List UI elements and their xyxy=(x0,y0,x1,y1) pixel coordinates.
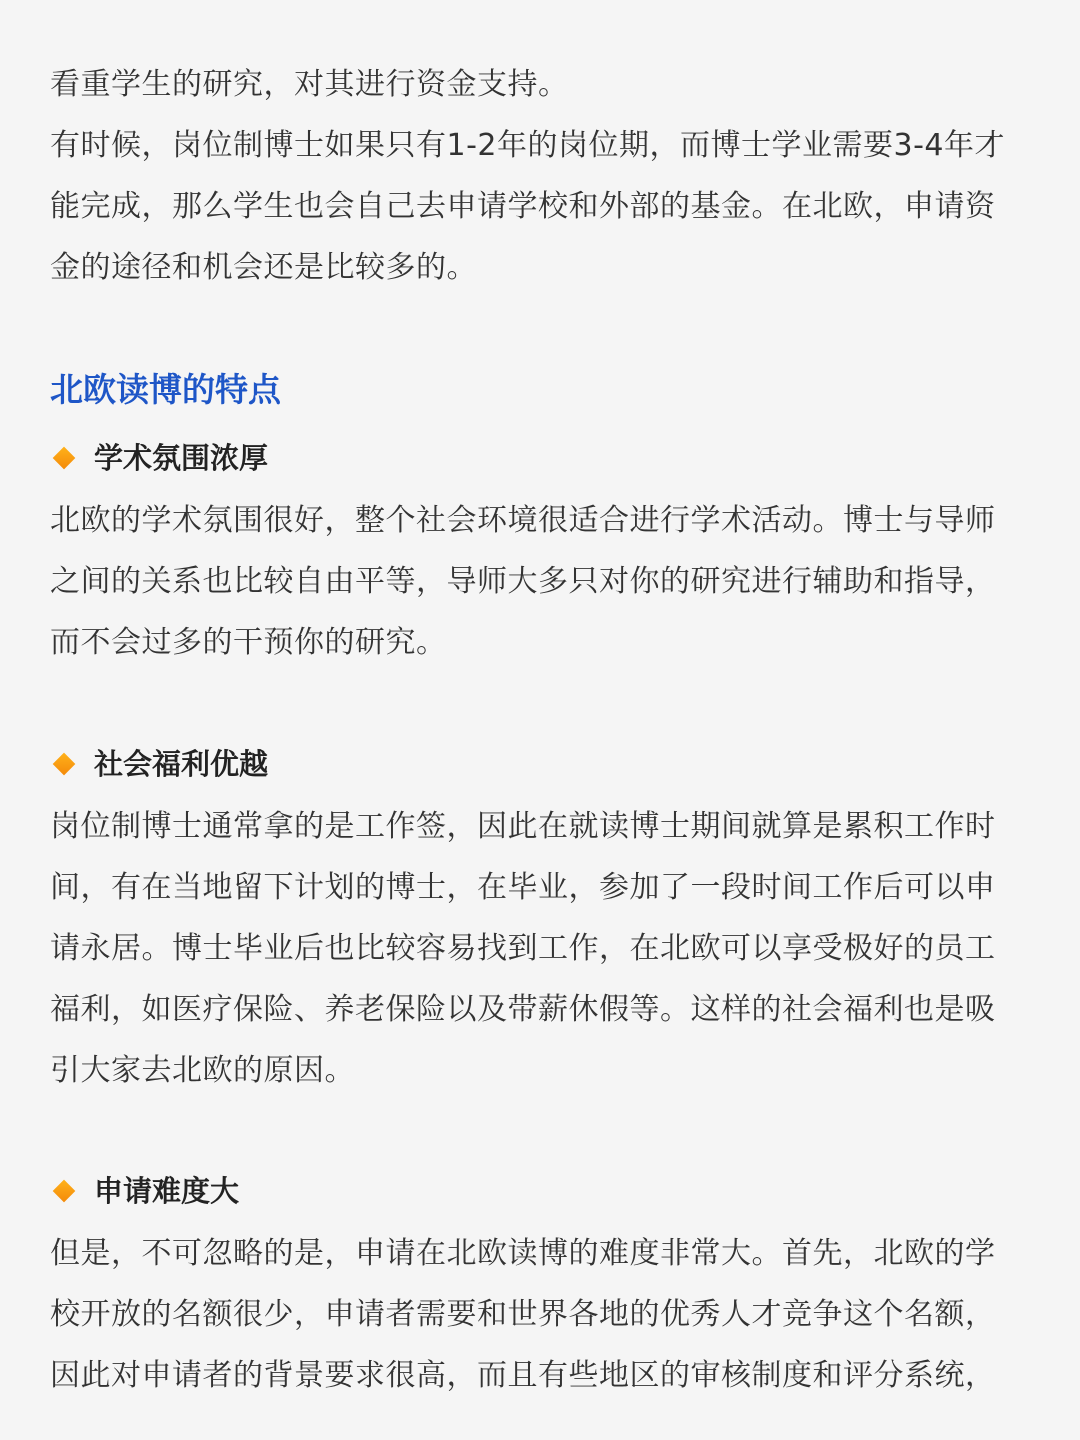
paragraph-line: 请永居。博士毕业后也比较容易找到工作，在北欧可以享受极好的员工 xyxy=(50,931,996,966)
subheading-social-welfare xyxy=(50,742,268,786)
section-paragraph xyxy=(50,1223,1030,1406)
paragraph-line: 引大家去北欧的原因。 xyxy=(50,1053,355,1088)
section-title: 北欧读博的特点 xyxy=(50,370,281,409)
diamond-bullet-icon xyxy=(53,1180,76,1203)
subheading-academic-atmosphere xyxy=(50,436,268,480)
diamond-bullet-icon xyxy=(53,447,76,470)
subheading-label: 社会福利优越 xyxy=(94,747,269,781)
subheading-application-difficulty xyxy=(50,1169,239,1213)
subheading-label: 申请难度大 xyxy=(94,1174,240,1208)
section-paragraph xyxy=(50,796,1030,1101)
intro-line: 看重学生的研究，对其进行资金支持。 xyxy=(50,67,569,102)
intro-line: 金的途径和机会还是比较多的。 xyxy=(50,250,477,285)
section-paragraph xyxy=(50,490,1030,673)
paragraph-line: 福利，如医疗保险、养老保险以及带薪休假等。这样的社会福利也是吸 xyxy=(50,992,996,1027)
intro-line: 有时候，岗位制博士如果只有1-2年的岗位期，而博士学业需要3-4年才 xyxy=(50,128,1005,163)
paragraph-line: 之间的关系也比较自由平等，导师大多只对你的研究进行辅助和指导， xyxy=(50,564,996,599)
paragraph-line: 而不会过多的干预你的研究。 xyxy=(50,625,447,660)
paragraph-line: 北欧的学术氛围很好，整个社会环境很适合进行学术活动。博士与导师 xyxy=(50,503,996,538)
paragraph-line: 但是，不可忽略的是，申请在北欧读博的难度非常大。首先，北欧的学 xyxy=(50,1236,996,1271)
intro-paragraph xyxy=(50,54,1030,298)
diamond-bullet-icon xyxy=(53,753,76,776)
intro-line: 能完成，那么学生也会自己去申请学校和外部的基金。在北欧，申请资 xyxy=(50,189,996,224)
paragraph-line: 因此对申请者的背景要求很高，而且有些地区的审核制度和评分系统， xyxy=(50,1358,996,1393)
paragraph-line: 间，有在当地留下计划的博士，在毕业，参加了一段时间工作后可以申 xyxy=(50,870,996,905)
paragraph-line: 校开放的名额很少，申请者需要和世界各地的优秀人才竞争这个名额， xyxy=(50,1297,996,1332)
subheading-label: 学术氛围浓厚 xyxy=(94,441,269,475)
paragraph-line: 岗位制博士通常拿的是工作签，因此在就读博士期间就算是累积工作时 xyxy=(50,809,996,844)
